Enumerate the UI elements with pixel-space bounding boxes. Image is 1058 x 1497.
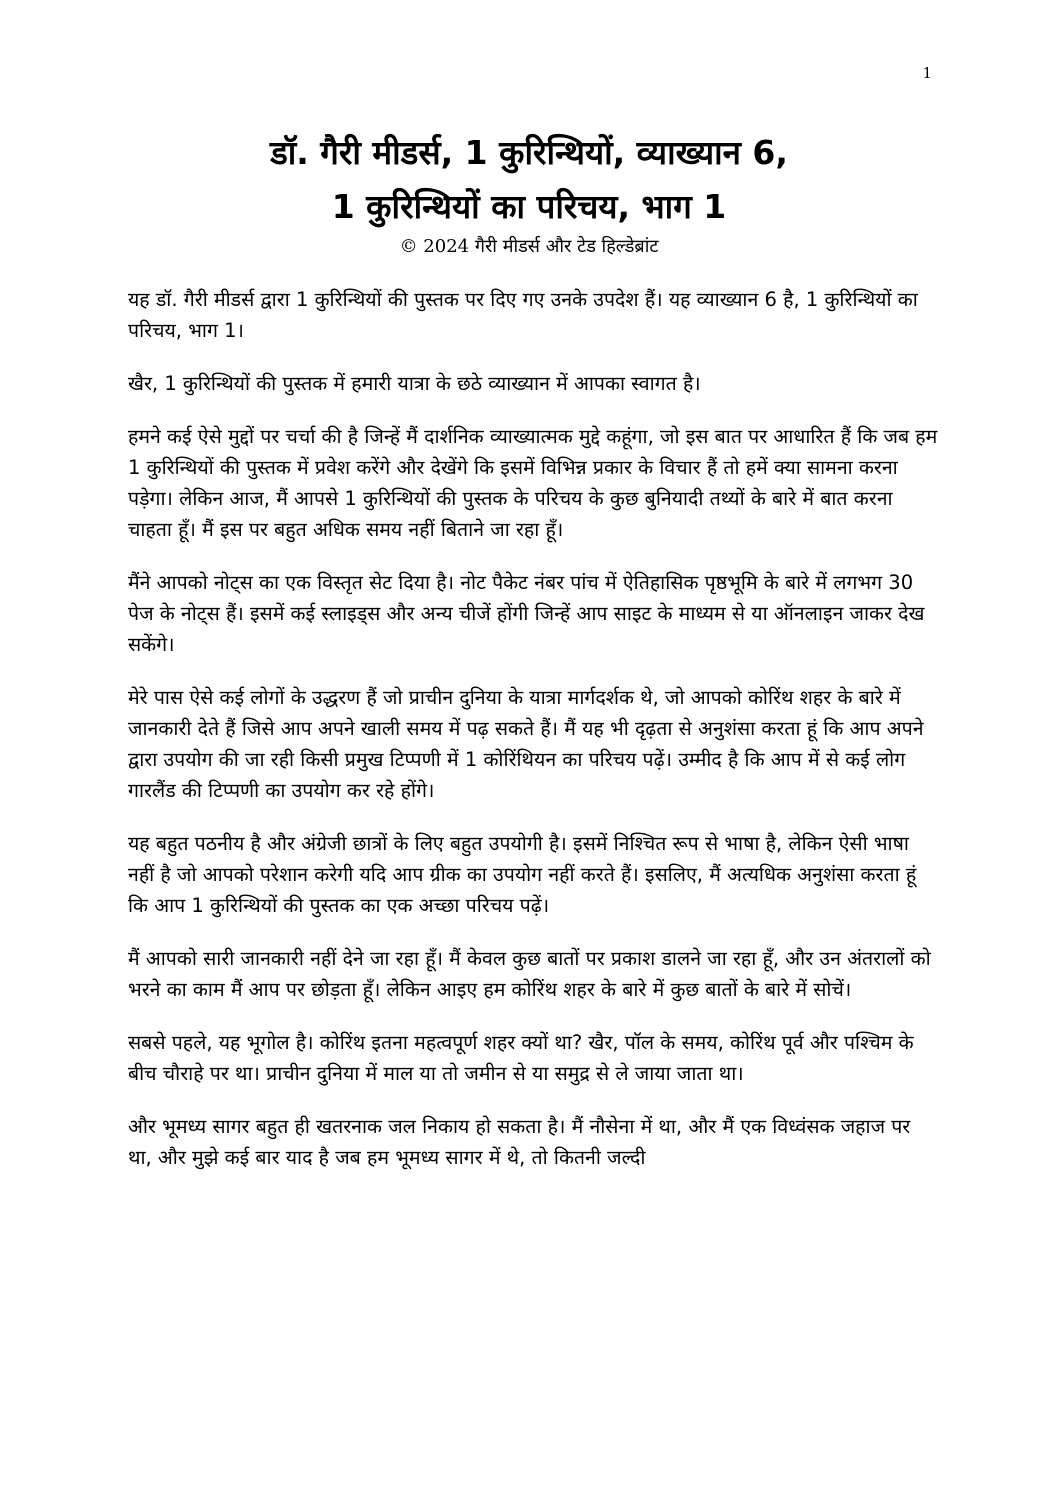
paragraph: सबसे पहले, यह भूगोल है। कोरिंथ इतना महत्वपूर्ण शहर क्यों था? खैर, पॉल के समय, कोरिंथ पूर्व और पश्चिम के बीच चौराहे पर था। प्राचीन दुनिया में माल या तो जमीन से या समुद्र से ले जाया जाता था। [128,1031,914,1085]
title-block [100,126,958,260]
title-line-2: 1 कुरिन्थियों का परिचय, भाग 1 [331,187,727,226]
paragraph: हमने कई ऐसे मुद्दों पर चर्चा की है जिन्हें मैं दार्शनिक व्याख्यात्मक मुद्दे कहूंगा, जो इस बात पर आधारित हैं कि जब हम 1 कुरिन्थियों की पुस्तक में प्रवेश करेंगे और देखेंगे कि इसमें विभिन्न प्रकार के विचार हैं तो हमें क्या सामना करना पड़ेगा। लेकिन आज, मैं आपसे 1 कुरिन्थियों की पुस्तक के परिचय के कुछ बुनियादी तथ्यों के बारे में बात करना चाहता हूँ। मैं इस पर बहुत अधिक समय नहीं बिताने जा रहा हूँ। [128,425,938,541]
title-line-1: डॉ. गैरी मीडर्स, 1 कुरिन्थियों, व्याख्यान 6, [270,133,788,172]
paragraph: यह बहुत पठनीय है और अंग्रेजी छात्रों के लिए बहुत उपयोगी है। इसमें निश्चित रूप से भाषा है, लेकिन ऐसी भाषा नहीं है जो आपको परेशान करेगी यदि आप ग्रीक का उपयोग नहीं करते हैं। इसलिए, मैं अत्यधिक अनुशंसा करता हूं कि आप 1 कुरिन्थियों की पुस्तक का एक अच्छा परिचय पढ़ें। [128,832,917,917]
paragraph: मैं आपको सारी जानकारी नहीं देने जा रहा हूँ। मैं केवल कुछ बातों पर प्रकाश डालने जा रहा हूँ, और उन अंतरालों को भरने का काम मैं आप पर छोड़ता हूँ। लेकिन आइए हम कोरिंथ शहर के बारे में कुछ बातों के बारे में सोचें। [128,947,931,1001]
paragraph: और भूमध्य सागर बहुत ही खतरनाक जल निकाय हो सकता है। मैं नौसेना में था, और मैं एक विध्वंसक जहाज पर था, और मुझे कई बार याद है जब हम भूमध्य सागर में थे, तो कितनी जल्दी [128,1115,911,1169]
copyright-line: © 2024 गैरी मीडर्स और टेड हिल्डेब्रांट [399,236,659,257]
paragraph: मेरे पास ऐसे कई लोगों के उद्धरण हैं जो प्राचीन दुनिया के यात्रा मार्गदर्शक थे, जो आपको कोरिंथ शहर के बारे में जानकारी देते हैं जिसे आप अपने खाली समय में पढ़ सकते हैं। मैं यह भी दृढ़ता से अनुशंसा करता हूं कि आप अपने द्वारा उपयोग की जा रही किसी प्रमुख टिप्पणी में 1 कोरिंथियन का परिचय पढ़ें। उम्मीद है कि आप में से कई लोग गारलैंड की टिप्पणी का उपयोग कर रहे होंगे। [128,686,924,802]
paragraph: यह डॉ. गैरी मीडर्स द्वारा 1 कुरिन्थियों की पुस्तक पर दिए गए उनके उपदेश हैं। यह व्याख्यान 6 है, 1 कुरिन्थियों का परिचय, भाग 1। [128,288,918,342]
document-body [128,284,940,1195]
paragraph: मैंने आपको नोट्स का एक विस्तृत सेट दिया है। नोट पैकेट नंबर पांच में ऐतिहासिक पृष्ठभूमि के बारे में लगभग 30 पेज के नोट्स हैं। इसमें कई स्लाइड्स और अन्य चीजें होंगी जिन्हें आप साइट के माध्यम से या ऑनलाइन जाकर देख सकेंगे। [128,571,925,656]
paragraph: खैर, 1 कुरिन्थियों की पुस्तक में हमारी यात्रा के छठे व्याख्यान में आपका स्वागत है। [128,372,701,395]
page-number: 1 [922,64,932,82]
